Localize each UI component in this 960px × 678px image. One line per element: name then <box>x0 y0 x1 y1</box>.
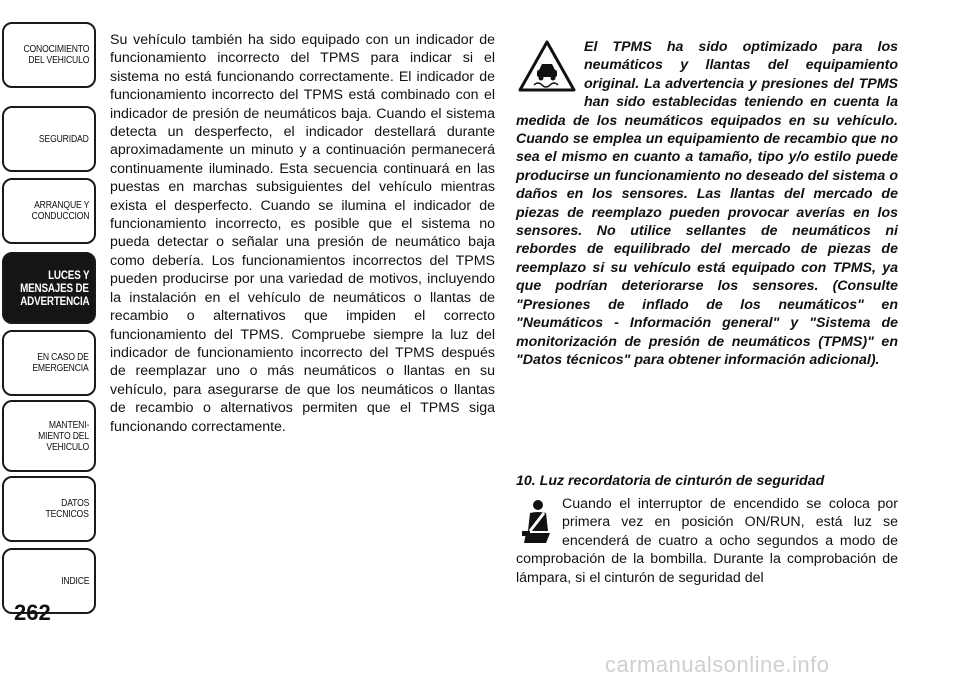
left-column <box>110 31 495 436</box>
body-paragraph: Su vehículo también ha sido equipado con un indicador de funcionamiento incorrecto del TPMS para indicar si el sistema no está funcionando correctamente. El indicador de funcionamiento incorrecto del TPMS está combinado con el indicador de presión de neumáticos baja. Cuando el sistema detecta un desperfecto, el indicador destellará durante aproximadamente un minuto y a continuación permanecerá continuamente iluminado. Esta secuencia continuará en las puestas en marchas subsiguientes del vehículo mientras exista el desperfecto. Cuando se ilumina el indicador de funcionamiento incorrecto, es posible que el sistema no pueda detectar o señalar una presión de neumático baja como debería. Los funcionamientos incorrectos del TPMS pueden producirse por una variedad de motivos, incluyendo la instalación en el vehículo de neumáticos o llantas de recambio o alternativos que impiden el correcto funcionamiento del TPMS. Compruebe siempre la luz del indicador de funcionamiento incorrecto del TPMS después de reemplazar uno o más neumáticos o llantas en su vehículo, para asegurarse de que los neumáticos o llantas de recambio o alternativos permiten que el TPMS siga funcionando correctamente. <box>110 32 495 435</box>
tab-label: MANTENI- <box>48 418 89 431</box>
tab-label: DEL VEHICULO <box>28 54 89 66</box>
tab-arranque[interactable] <box>2 178 96 244</box>
tab-label: DATOS <box>60 497 89 509</box>
tab-label: ADVERTENCIA <box>19 293 89 308</box>
tab-label: VEHICULO <box>46 440 89 453</box>
tab-label: MENSAJES DE <box>20 280 89 295</box>
car-skid-warning-icon <box>516 38 578 94</box>
warning-block <box>516 38 898 369</box>
seatbelt-icon <box>516 497 556 547</box>
warning-text: El TPMS ha sido optimizado para los neumáticos y llantas del equipamiento original. La advertencia y presiones del TPMS han sido establecidas teniendo en cuenta la medida de los neumáticos equipados en su vehículo. Cuando se emplea un equipamiento de recambio que no sea el mismo en cuanto a tamaño, tipo y/o estilo puede producirse un funcionamiento no deseado del sistema o daños en los sensores. Las llantas del mercado de piezas de reemplazo pueden provocar averías en los sensores. No utilice sellantes de neumáticos ni rebordes de equilibrado del mercado de piezas de reemplazo si su vehículo está equipado con TPMS, ya que podrían deteriorarse los sensores. (Consulte "Presiones de inflado de los neumáticos" en "Neumáticos - Información general" y "Sistema de monitorización de presión de neumáticos (TPMS)" en "Datos técnicos" para obtener información adicional). <box>516 39 898 368</box>
tab-emergencia[interactable] <box>2 330 96 396</box>
tab-datos[interactable] <box>2 476 96 542</box>
section-title: 10. Luz recordatoria de cinturón de seguridad <box>516 473 825 489</box>
tab-label: SEGURIDAD <box>39 132 89 145</box>
tab-label: EN CASO DE <box>37 351 89 363</box>
seatbelt-block <box>516 495 898 587</box>
tab-conocimiento[interactable] <box>2 22 96 88</box>
tab-label: ARRANQUE Y <box>33 199 89 211</box>
tab-label: LUCES Y <box>47 267 89 282</box>
tab-label: CONDUCCION <box>31 210 89 222</box>
sidebar-tabs <box>0 0 98 620</box>
tab-mantenimiento[interactable] <box>2 400 96 472</box>
tab-luces-active[interactable] <box>2 252 96 324</box>
page-number: 262 <box>14 600 51 625</box>
tab-label: TECNICOS <box>45 508 89 520</box>
watermark: carmanualsonline.info <box>605 652 830 677</box>
tab-label: MIENTO DEL <box>38 429 89 442</box>
tab-label: EMERGENCIA <box>32 362 89 374</box>
tab-label: CONOCIMIENTO <box>23 43 89 55</box>
tab-seguridad[interactable] <box>2 106 96 172</box>
seatbelt-text: Cuando el interruptor de encendido se coloca por primera vez en posición ON/RUN, está luz se encenderá de cuatro a ocho segundos a modo de comprobación de la bombilla. Durante la comprobación de lámpara, si el cinturón de seguridad del <box>516 496 898 586</box>
tab-label: INDICE <box>60 574 89 587</box>
